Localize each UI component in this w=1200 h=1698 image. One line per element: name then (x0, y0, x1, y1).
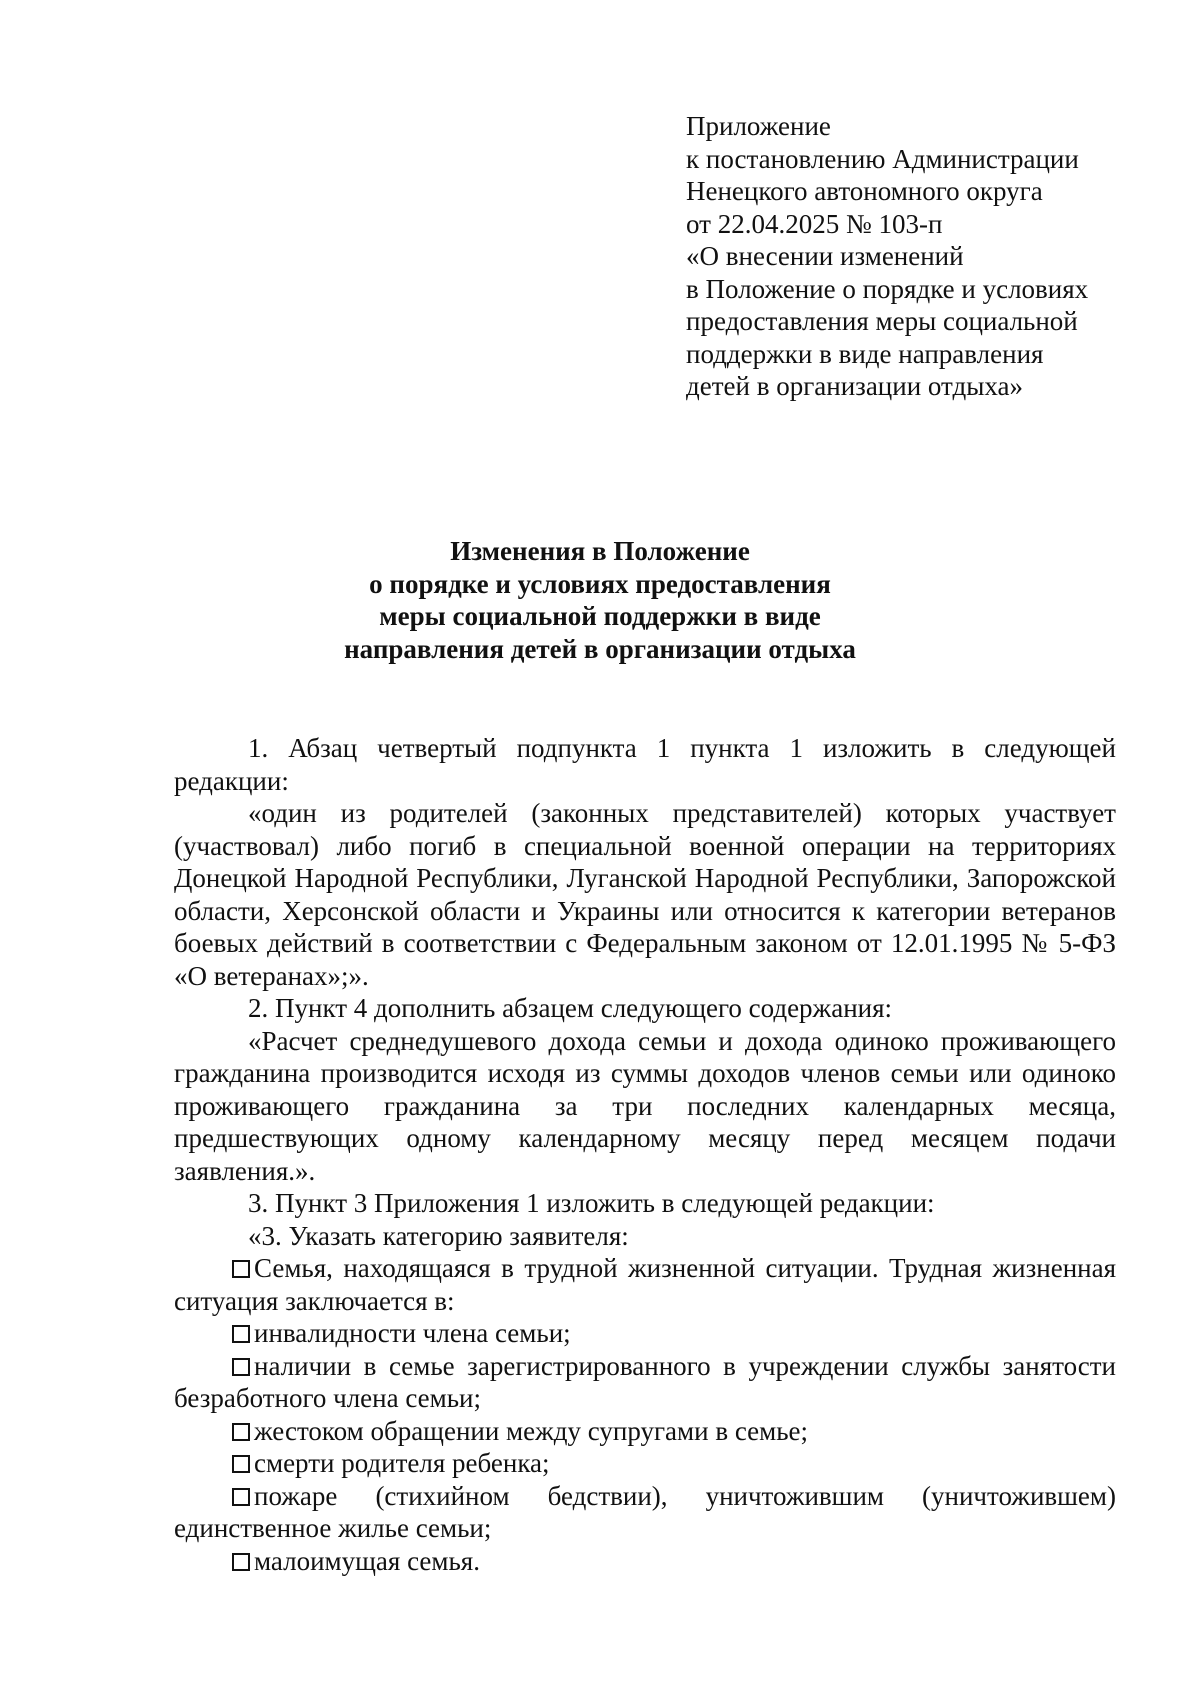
title-line: направления детей в организации отдыха (344, 633, 856, 664)
header-line: предоставления меры социальной (686, 306, 1078, 336)
header-line: поддержки в виде направления (686, 338, 1044, 369)
checkbox-square-icon[interactable] (232, 1325, 250, 1343)
checkbox-item (174, 1447, 1116, 1480)
checkbox-label: жестоком обращении между супругами в семье; (254, 1415, 809, 1446)
checkbox-square-icon[interactable] (232, 1488, 250, 1506)
appendix-header (686, 110, 1166, 403)
title-line: Изменения в Положение (450, 536, 750, 566)
checkbox-label: Семья, находящаяся в трудной жизненной ситуации. Трудная жизненная ситуация заключается в: (174, 1253, 1116, 1316)
header-line: в Положение о порядке и условиях (686, 273, 1089, 304)
title-line: меры социальной поддержки в виде (379, 601, 821, 631)
paragraph-1-quote: «один из родителей (законных представителей) которых участвует (участвовал) либо погиб в специальной военной операции на территориях Донецкой Народной Республики, Луганской Народной Республики, Запорожской области, Херсонской области и Украины или относится к категории ветеранов боевых действий в соответствии с Федеральным законом от 12.01.1995 № 5-ФЗ «О ветеранах»;». (174, 798, 1116, 991)
checkbox-label: пожаре (стихийном бедствии), уничтожившим (уничтожившем) единственное жилье семьи; (174, 1480, 1116, 1543)
checkbox-label: смерти родителя ребенка; (254, 1448, 550, 1478)
checkbox-item (174, 1350, 1116, 1415)
paragraph-3-quote: «3. Указать категорию заявителя: (248, 1220, 629, 1251)
checkbox-item (174, 1252, 1116, 1317)
paragraph-2-quote: «Расчет среднедушевого дохода семьи и дохода одиноко проживающего гражданина производится исходя из суммы доходов членов семьи или одиноко проживающего гражданина за три последних календарных месяца, предшествующих одному календарному месяцу перед месяцем подачи заявления.». (174, 1025, 1116, 1186)
paragraph-3: 3. Пункт 3 Приложения 1 изложить в следующей редакции: (248, 1188, 935, 1218)
checkbox-item (174, 1317, 1116, 1350)
checkbox-square-icon[interactable] (232, 1358, 250, 1376)
checkbox-square-icon[interactable] (232, 1455, 250, 1473)
document-body (174, 732, 1116, 1577)
title-line: о порядке и условиях предоставления (369, 568, 831, 599)
checkbox-square-icon[interactable] (232, 1423, 250, 1441)
checkbox-item (174, 1480, 1116, 1545)
header-line: Приложение (686, 111, 831, 141)
header-line: детей в организации отдыха» (686, 371, 1023, 401)
document-title (150, 535, 1050, 665)
checkbox-item (174, 1545, 1116, 1578)
paragraph-1: 1. Абзац четвертый подпункта 1 пункта 1 изложить в следующей редакции: (174, 733, 1116, 796)
header-line: «О внесении изменений (686, 241, 964, 271)
header-line: Ненецкого автономного округа (686, 176, 1043, 206)
checkbox-square-icon[interactable] (232, 1553, 250, 1571)
checkbox-label: наличии в семье зарегистрированного в учреждении службы занятости безработного члена семьи; (174, 1350, 1116, 1413)
paragraph-2: 2. Пункт 4 дополнить абзацем следующего содержания: (248, 993, 893, 1023)
header-line: от 22.04.2025 № 103-п (686, 208, 943, 239)
checkbox-label: малоимущая семья. (254, 1545, 480, 1576)
checkbox-item (174, 1415, 1116, 1448)
checkbox-label: инвалидности члена семьи; (254, 1318, 571, 1348)
header-line: к постановлению Администрации (686, 143, 1079, 174)
checkbox-square-icon[interactable] (232, 1260, 250, 1278)
